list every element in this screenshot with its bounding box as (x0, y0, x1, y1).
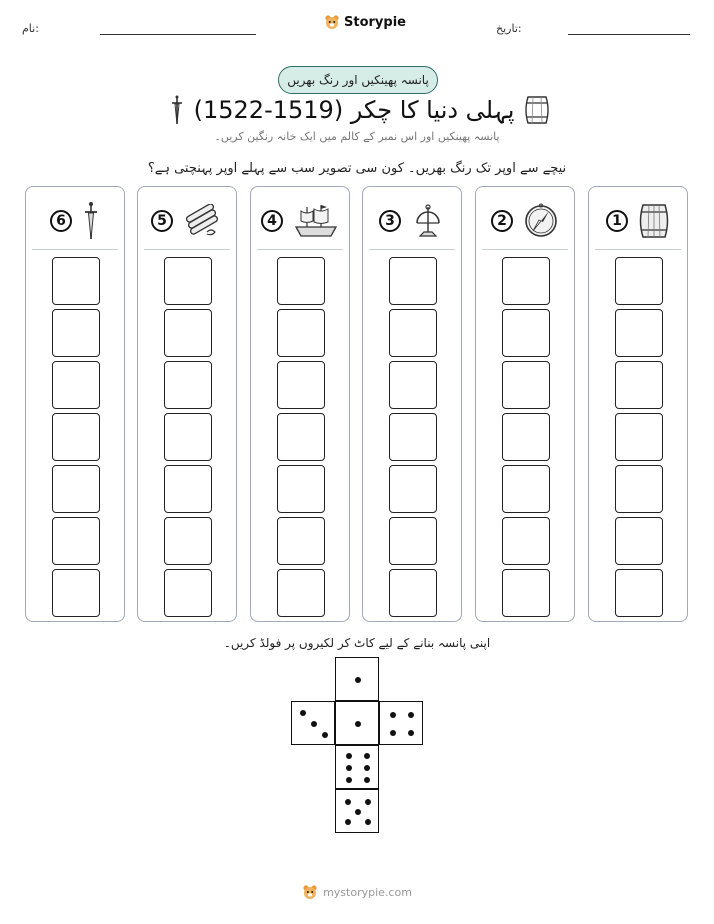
sword-icon (170, 94, 184, 126)
die-pip (355, 809, 361, 815)
color-cell[interactable] (52, 465, 100, 513)
die-face-left (291, 701, 335, 745)
column-number: 2 (491, 210, 513, 232)
color-cell[interactable] (52, 517, 100, 565)
color-cell[interactable] (615, 361, 663, 409)
color-cell[interactable] (502, 309, 550, 357)
color-cell[interactable] (389, 309, 437, 357)
color-cell[interactable] (277, 413, 325, 461)
color-cell[interactable] (615, 569, 663, 617)
die-pip (346, 765, 352, 771)
color-cell[interactable] (52, 569, 100, 617)
color-cell[interactable] (502, 517, 550, 565)
die-face-six (335, 745, 379, 789)
brand-name: Storypie (344, 14, 406, 30)
die-pip (408, 730, 414, 736)
color-cell[interactable] (164, 517, 212, 565)
footer (0, 884, 714, 900)
color-cell[interactable] (164, 569, 212, 617)
barrel-icon (524, 95, 550, 125)
color-cell[interactable] (164, 413, 212, 461)
page-title: پہلی دنیا کا چکر (1519-1522) (193, 96, 515, 124)
ship-icon (293, 203, 339, 239)
column-number: 5 (151, 210, 173, 232)
die-pip (355, 677, 361, 683)
die-face-five (335, 789, 379, 833)
column-number: 1 (606, 210, 628, 232)
die-pip (345, 819, 351, 825)
fold-instruction: اپنی پانسہ بنانے کے لیے کاٹ کر لکیروں پر فولڈ کریں۔ (223, 636, 491, 650)
die-pip (345, 799, 351, 805)
color-cell[interactable] (164, 257, 212, 305)
name-label: نام: (22, 22, 39, 35)
footer-url[interactable]: mystorypie.com (323, 885, 412, 899)
astrolabe-icon (411, 203, 445, 239)
column-header (32, 193, 118, 250)
color-cell[interactable] (389, 465, 437, 513)
name-line[interactable] (100, 34, 256, 35)
die-pip (311, 721, 317, 727)
color-cell[interactable] (615, 517, 663, 565)
die-pip (346, 753, 352, 759)
column-number: 4 (261, 210, 283, 232)
rope-coil-icon (183, 204, 223, 238)
subtitle: پانسہ پھینکیں اور اس نمبر کے کالم میں ایک خانہ رنگین کریں۔ (214, 130, 500, 143)
die-pip (365, 819, 371, 825)
date-line[interactable] (568, 34, 690, 35)
die-pip (300, 710, 306, 716)
column-header (482, 193, 568, 250)
color-cell[interactable] (389, 413, 437, 461)
die-pip (364, 777, 370, 783)
color-cell[interactable] (52, 361, 100, 409)
color-cell[interactable] (164, 361, 212, 409)
column-number: 3 (379, 210, 401, 232)
color-cell[interactable] (502, 257, 550, 305)
column-header (257, 193, 343, 250)
title-row (160, 90, 560, 130)
color-cell[interactable] (277, 465, 325, 513)
bear-icon (302, 884, 318, 900)
color-cell[interactable] (52, 413, 100, 461)
die-pip (390, 712, 396, 718)
die-face-center (335, 701, 379, 745)
color-cell[interactable] (389, 569, 437, 617)
die-pip (365, 799, 371, 805)
color-cell[interactable] (502, 465, 550, 513)
barrel-icon (638, 203, 670, 239)
date-label: تاریخ: (496, 22, 522, 35)
color-cell[interactable] (164, 309, 212, 357)
column-header (595, 193, 681, 250)
column-header (369, 193, 455, 250)
die-pip (390, 730, 396, 736)
die-pip (346, 777, 352, 783)
color-cell[interactable] (502, 361, 550, 409)
color-cell[interactable] (277, 569, 325, 617)
color-cell[interactable] (502, 413, 550, 461)
sword-icon (82, 201, 100, 241)
die-face-top (335, 657, 379, 701)
bear-icon (324, 14, 340, 30)
column-6 (25, 186, 125, 622)
color-cell[interactable] (277, 257, 325, 305)
column-1 (588, 186, 688, 622)
color-cell[interactable] (615, 257, 663, 305)
column-5 (137, 186, 237, 622)
die-pip (364, 753, 370, 759)
column-4 (250, 186, 350, 622)
color-cell[interactable] (277, 517, 325, 565)
color-cell[interactable] (615, 309, 663, 357)
activity-pill: پانسہ پھینکیں اور رنگ بھریں (278, 66, 438, 94)
column-header (144, 193, 230, 250)
color-cell[interactable] (615, 413, 663, 461)
brand-logo (324, 12, 406, 32)
color-cell[interactable] (164, 465, 212, 513)
column-3 (362, 186, 462, 622)
color-cell[interactable] (502, 569, 550, 617)
color-cell[interactable] (615, 465, 663, 513)
color-cell[interactable] (389, 361, 437, 409)
die-pip (355, 721, 361, 727)
instruction-text: نیچے سے اوپر تک رنگ بھریں۔ کون سی تصویر سب سے پہلے اوپر پہنچتی ہے؟ (147, 161, 567, 176)
color-cell[interactable] (389, 257, 437, 305)
color-cell[interactable] (389, 517, 437, 565)
color-cell[interactable] (277, 309, 325, 357)
die-pip (364, 765, 370, 771)
die-pip (322, 732, 328, 738)
die-pip (408, 712, 414, 718)
compass-icon (523, 203, 559, 239)
color-cell[interactable] (52, 257, 100, 305)
column-number: 6 (50, 210, 72, 232)
die-face-right (379, 701, 423, 745)
color-cell[interactable] (277, 361, 325, 409)
color-cell[interactable] (52, 309, 100, 357)
column-2 (475, 186, 575, 622)
